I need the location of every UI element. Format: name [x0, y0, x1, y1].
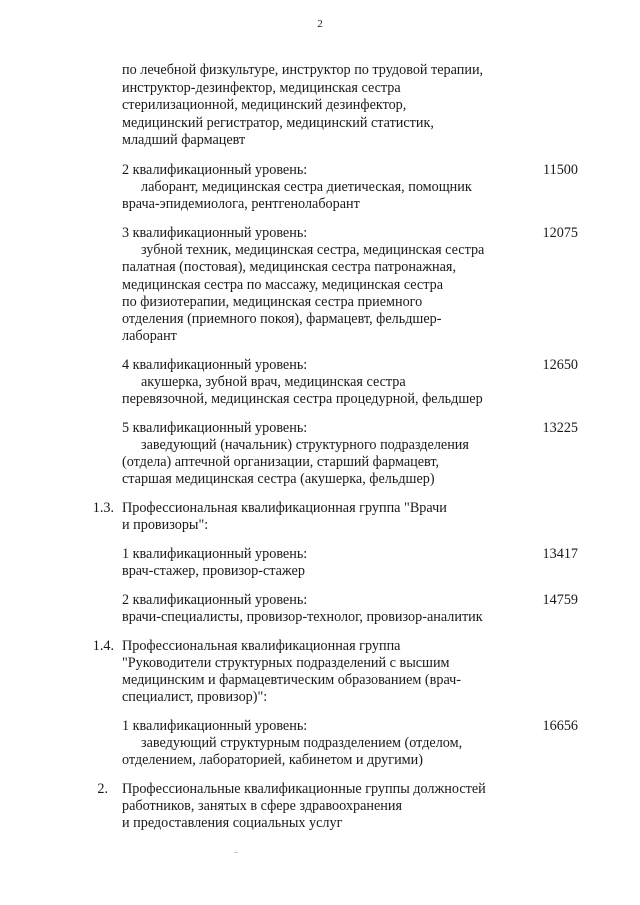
level-description-line: по физиотерапии, медицинская сестра приемного — [122, 294, 423, 310]
level-description-line: зубной техник, медицинская сестра, медицинская сестра — [141, 242, 485, 258]
salary-value: 12075 — [542, 225, 578, 241]
level-description-line: перевязочной, медицинская сестра процедурной, фельдшер — [122, 391, 483, 407]
salary-value: 11500 — [543, 162, 578, 178]
salary-value: 16656 — [542, 718, 578, 734]
section-title-line: специалист, провизор)": — [122, 689, 268, 705]
continuation-line: инструктор-дезинфектор, медицинская сестра — [122, 80, 401, 96]
section-number: 2. — [97, 781, 108, 797]
level-title: 2 квалификационный уровень: — [122, 162, 308, 178]
level-description-line: (отдела) аптечной организации, старший фармацевт, — [122, 454, 440, 470]
level-title: 2 квалификационный уровень: — [122, 592, 308, 608]
level-description-line: врач-стажер, провизор-стажер — [122, 563, 305, 579]
section-title-line: "Руководители структурных подразделений с высшим — [122, 655, 450, 671]
level-description-line: медицинская сестра по массажу, медицинская сестра — [122, 277, 443, 293]
level-description-line: старшая медицинская сестра (акушерка, фельдшер) — [122, 471, 435, 487]
continuation-line: стерилизационной, медицинский дезинфектор, — [122, 97, 407, 113]
section-title-line: Профессиональная квалификационная группа "Врачи — [122, 500, 447, 516]
section-title-line: Профессиональные квалификационные группы должностей — [122, 781, 486, 797]
scan-speck — [234, 852, 238, 853]
salary-value: 14759 — [542, 592, 578, 608]
salary-value: 13417 — [542, 546, 578, 562]
section-title-line: Профессиональная квалификационная группа — [122, 638, 401, 654]
level-description-line: отделением, лабораторией, кабинетом и другими) — [122, 752, 423, 768]
section-title-line: и провизоры": — [122, 517, 209, 533]
level-description-line: врача-эпидемиолога, рентгенолаборант — [122, 196, 360, 212]
section-title-line: медицинским и фармацевтическим образованием (врач- — [122, 672, 462, 688]
section-title-line: работников, занятых в сфере здравоохранения — [122, 798, 402, 814]
level-description-line: заведующий структурным подразделением (отделом, — [141, 735, 463, 751]
level-description-line: врачи-специалисты, провизор-технолог, провизор-аналитик — [122, 609, 483, 625]
level-description-line: палатная (постовая), медицинская сестра патронажная, — [122, 259, 456, 275]
salary-value: 13225 — [542, 420, 578, 436]
salary-value: 12650 — [542, 357, 578, 373]
level-description-line: лаборант — [122, 328, 177, 344]
continuation-line: медицинский регистратор, медицинский статистик, — [122, 115, 434, 131]
section-number: 1.4. — [92, 638, 114, 654]
level-description-line: заведующий (начальник) структурного подразделения — [141, 437, 469, 453]
level-description-line: лаборант, медицинская сестра диетическая, помощник — [141, 179, 472, 195]
level-description-line: отделения (приемного покоя), фармацевт, фельдшер- — [122, 311, 442, 327]
continuation-line: младший фармацевт — [122, 132, 246, 148]
level-title: 4 квалификационный уровень: — [122, 357, 308, 373]
level-title: 1 квалификационный уровень: — [122, 718, 308, 734]
section-number: 1.3. — [92, 500, 114, 516]
section-title-line: и предоставления социальных услуг — [122, 815, 343, 831]
level-description-line: акушерка, зубной врач, медицинская сестра — [141, 374, 406, 390]
continuation-line: по лечебной физкультуре, инструктор по трудовой терапии, — [122, 62, 484, 78]
level-title: 1 квалификационный уровень: — [122, 546, 308, 562]
page-number: 2 — [317, 18, 323, 30]
level-title: 5 квалификационный уровень: — [122, 420, 308, 436]
level-title: 3 квалификационный уровень: — [122, 225, 308, 241]
